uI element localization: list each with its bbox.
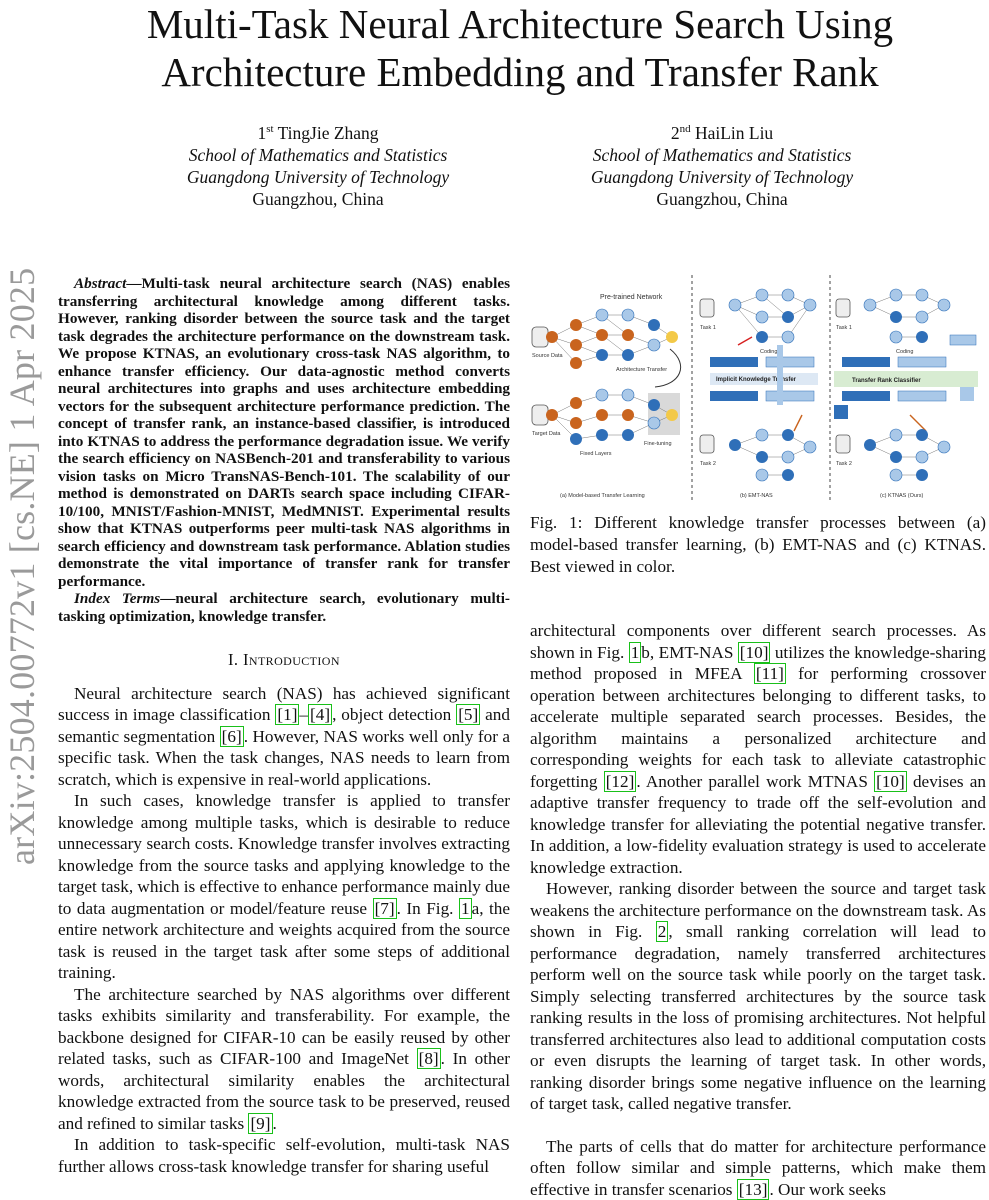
index-terms-label: Index Terms [74,590,161,607]
label-task2: Task 2 [836,461,852,467]
author-univ: Guangdong University of Technology [590,166,854,187]
paragraph: Neural architecture search (NAS) has achieved significant success in image classification [1] – [4] , object detection [5] and semantic segmentation [6] . However, NAS works well only for a specific task. When the task changes, NAS needs to learn from scratch, which is expensive in real-world applications. [58,683,510,789]
author-name: 1st TingJie Zhang [257,122,379,143]
abstract [58,275,510,590]
label-coding: Coding [760,349,778,355]
label-coding: Coding [896,349,914,355]
citation-link[interactable]: [1] [277,705,298,724]
author-city: Guangzhou, China [252,188,384,209]
database-icon [700,435,714,453]
author-name: 2nd HaiLin Liu [670,122,774,143]
citation-link[interactable]: [10] [739,642,769,662]
author-dept: School of Mathematics and Statistics [188,144,448,165]
paragraph: architectural components over different search processes. As shown in Fig. 1 b, EMT-NAS [10] utilizes the knowledge-sharing method proposed in MFEA [11] for performing crossover operation between architectures belonging to different tasks, to accelerate multiple separated search processes. Besides, the algorithm maintains a personalized architecture and corresponding weights for each task to alleviate catastrophic forgetting [12] . Another parallel work MTNAS [10] devises an adaptive transfer frequency to trade off the self-evolution and knowledge transfer for alleviating the potential negative transfer. In addition, a low-fidelity evaluation strategy is used to accelerate knowledge extraction. [530,621,987,877]
figure-1-diagram [530,275,978,503]
citation-link[interactable]: [5] [458,705,479,724]
section-heading: I. Introduction [228,650,340,669]
label-implicit: Implicit Knowledge Transfer [716,377,797,383]
citation-link[interactable]: [4] [310,705,331,724]
figure-link[interactable]: 1 [630,642,640,662]
left-column [58,275,510,1177]
citation-link[interactable]: [13] [738,1179,768,1199]
paragraph: The parts of cells that do matter for architecture performance often follow similar and simple patterns, which make them effective in transfer scenarios [13] . Our work seeks [530,1136,986,1199]
paper-title [60,0,980,96]
panel-b-label: (b) EMT-NAS [740,493,773,499]
label-task1: Task 1 [836,325,852,331]
author-univ: Guangdong University of Technology [186,166,450,187]
panel-c [834,289,978,499]
arrow-icon [794,415,802,431]
database-icon [532,327,548,347]
panel-c-label: (c) KTNAS (Ours) [880,493,924,499]
label-target: Target Data [532,431,561,437]
citation-link[interactable]: [11] [755,664,784,683]
author-city: Guangzhou, China [656,188,788,209]
paragraph: In addition to task-specific self-evolution, multi-task NAS further allows cross-task knowledge transfer for sharing useful [58,1135,510,1176]
database-icon [532,405,548,425]
arrow-icon [738,337,752,345]
panel-a-label: (a) Model-based Transfer Learning [560,493,645,499]
author-dept: School of Mathematics and Statistics [592,144,852,165]
figure-caption: Fig. 1: Different knowledge transfer processes between (a) model-based transfer learning, (b) EMT-NAS and (c) KTNAS. Best viewed in color. [530,513,986,576]
index-terms [58,590,510,625]
label-source: Source Data [532,353,563,359]
title-line-2: Architecture Embedding and Transfer Rank [161,49,879,95]
citation-link[interactable]: [7] [374,898,395,918]
panel-b [700,289,818,499]
paragraph: However, ranking disorder between the source and target task weakens the architecture performance on the downstream task. As shown in Fig. 2 , small ranking correlation will lead to performance degradation, namely transferred architectures perform well on the source task while poorly on the target task. Simply selecting transferred architectures by the source task ranking results in the loss of promising architectures. Not helpful transferred architectures also lead to additional computation costs or even disrupts the learning of target task. In other words, ranking disorder brings some negative influence on the learning of target task, called negative transfer. [530,879,986,1113]
citation-link[interactable]: [8] [418,1049,439,1068]
paragraph: In such cases, knowledge transfer is applied to transfer knowledge among multiple tasks, which is desirable to reduce unnecessary search costs. Knowledge transfer involves extracting knowledge from the source tasks and applying knowledge to the target task, which is effective to enhance performance mainly due to data augmentation or model/feature reuse [7] . In Fig. 1 a, the entire network architecture and weights acquired from the source task is reused in the target task after some steps of additional training. [58,791,510,982]
abstract-label: Abstract [74,275,127,292]
index-terms-text: —neural architecture search, evolutionary multi-tasking optimization, knowledge transfer. [58,590,510,625]
author-block-1 [128,118,508,210]
right-column [530,620,986,1200]
panel-a [532,294,681,499]
citation-link[interactable]: [9] [250,1113,271,1133]
arxiv-stamp: arXiv:2504.00772v1 [cs.NE] 1 Apr 2025 [2,267,42,865]
title-line-1: Multi-Task Neural Architecture Search Using [146,1,894,47]
figure-link[interactable]: 2 [657,922,667,941]
figure-1 [530,275,978,503]
figure-link[interactable]: 1 [460,898,470,918]
label-pretrained: Pre-trained Network [600,294,663,301]
label-task1: Task 1 [700,325,716,331]
citation-link[interactable]: [10] [876,771,905,791]
arrow-icon [910,415,926,431]
label-classifier: Transfer Rank Classifier [852,378,921,384]
database-icon [700,299,714,317]
abstract-text: —Multi-task neural architecture search (NAS) enables transferring architectural knowledge among different tasks. However, ranking disorder between the source task and the target task degrades the architecture performance on the downstream task. We propose KTNAS, an evolutionary cross-task NAS algorithm, to enhance transfer efficiency. Our data-agnostic method converts neural architectures into graphs and uses architecture embedding vectors for the subsequent architecture performance prediction. The concept of transfer rank, an instance-based classifier, is introduced into KTNAS to address the performance degradation issue. We verify the search efficiency on NASBench-201 and transferability to various vision tasks on Micro TransNAS-Bench-101. The scalability of our method is demonstrated on DARTs search space including CIFAR-10/100, MNIST/Fashion-MNIST, MedMNIST. Experimental results show that KTNAS outperforms peer multi-task NAS algorithms in search efficiency and downstream task performance. Ablation studies demonstrate the vital importance of transfer rank for transfer performance. [58,275,510,590]
label-arch-transfer: Architecture Transfer [616,367,668,373]
citation-link[interactable]: [6] [221,726,242,746]
author-block-2 [532,118,912,210]
label-finetune: Fine-tuning [644,441,672,447]
database-icon [836,299,850,317]
database-icon [836,435,850,453]
citation-link[interactable]: [12] [605,771,635,791]
label-fixed: Fixed Layers [580,451,612,457]
paragraph: The architecture searched by NAS algorithms over different tasks exhibits similarity and transferability. For example, the backbone designed for CIFAR-10 can be easily reused by other related tasks, such as CIFAR-100 and ImageNet [8] . In other words, architectural similarity enables the architectural knowledge extracted from the source task to be preserved, reused and refined to similar tasks [9] . [58,984,510,1133]
node [546,331,558,343]
label-task2: Task 2 [700,461,716,467]
